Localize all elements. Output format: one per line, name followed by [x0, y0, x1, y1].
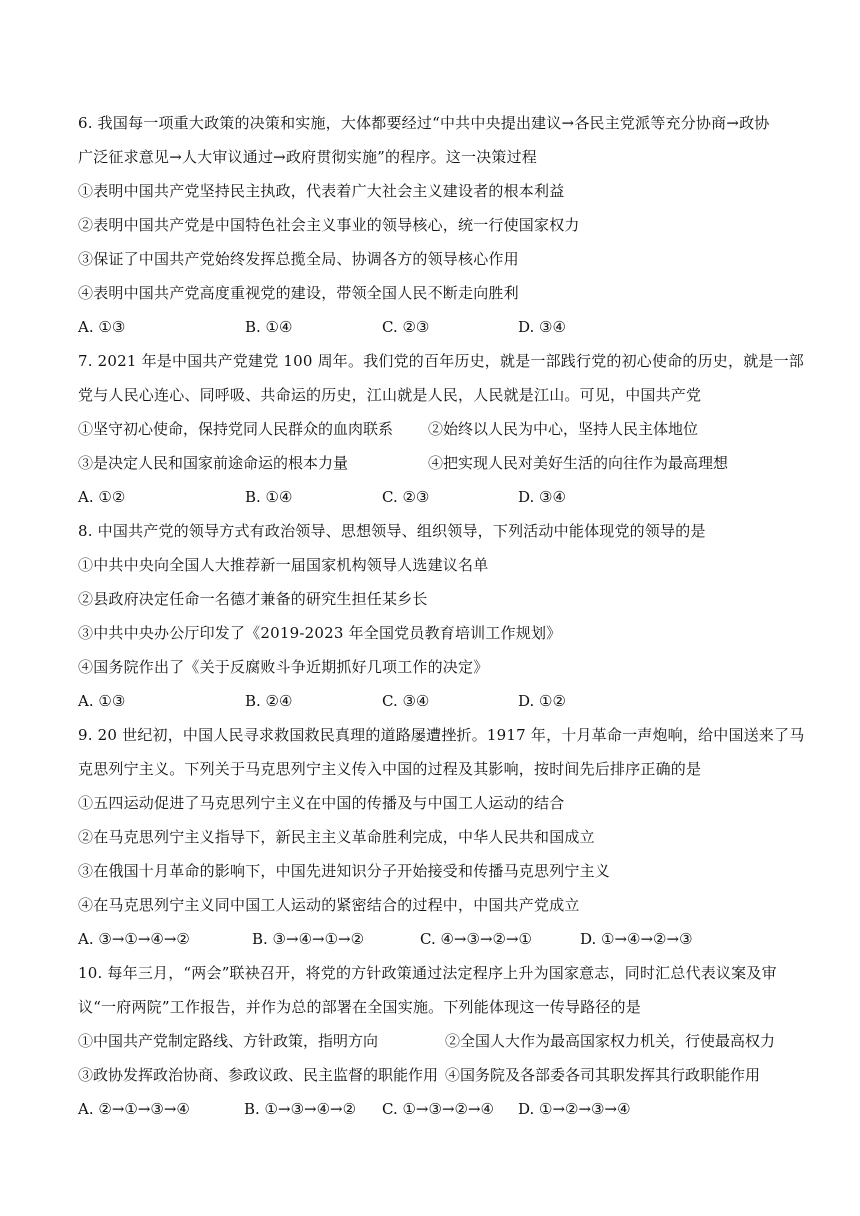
q9-stem-line-1: 9. 20 世纪初，中国人民寻求救国救民真理的道路屡遭挫折。1917 年，十月革命一声炮响，给中国送来了马	[78, 726, 805, 744]
q7-statement-2: ②始终以人民为中心，坚持人民主体地位	[428, 420, 699, 438]
q9-statement-2: ②在马克思列宁主义指导下，新民主主义革命胜利完成，中华人民共和国成立	[78, 828, 595, 846]
q8-option-a: A. ①③	[78, 692, 126, 710]
q9-statement-4: ④在马克思列宁主义同中国工人运动的紧密结合的过程中，中国共产党成立	[78, 896, 580, 914]
q8-option-b: B. ②④	[245, 692, 293, 710]
q6-option-c: C. ②③	[382, 318, 430, 336]
q9-statement-3: ③在俄国十月革命的影响下，中国先进知识分子开始接受和传播马克思列宁主义	[78, 862, 611, 880]
q6-statement-3: ③保证了中国共产党始终发挥总揽全局、协调各方的领导核心作用	[78, 250, 519, 268]
q10-option-a: A. ②→①→③→④	[78, 1100, 190, 1118]
q10-statement-1: ①中国共产党制定路线、方针政策，指明方向	[78, 1032, 379, 1050]
q8-stem-line-1: 8. 中国共产党的领导方式有政治领导、思想领导、组织领导，下列活动中能体现党的领导的是	[78, 522, 706, 540]
q8-statement-1: ①中共中央向全国人大推荐新一届国家机构领导人选建议名单	[78, 556, 489, 574]
q6-statement-2: ②表明中国共产党是中国特色社会主义事业的领导核心，统一行使国家权力	[78, 216, 580, 234]
q6-statement-4: ④表明中国共产党高度重视党的建设，带领全国人民不断走向胜利	[78, 284, 519, 302]
q6-option-a: A. ①③	[78, 318, 126, 336]
q10-option-c: C. ①→③→②→④	[382, 1100, 494, 1118]
q9-option-b: B. ③→④→①→②	[252, 930, 365, 948]
q7-stem-line-1: 7. 2021 年是中国共产党建党 100 周年。我们党的百年历史，就是一部践行党的初心使命的历史，就是一部	[78, 352, 804, 370]
q6-option-b: B. ①④	[245, 318, 293, 336]
q8-statement-2: ②县政府决定任命一名德才兼备的研究生担任某乡长	[78, 590, 428, 608]
q8-option-d: D. ①②	[518, 692, 566, 710]
q7-option-d: D. ③④	[518, 488, 566, 506]
q7-statement-1: ①坚守初心使命，保持党同人民群众的血肉联系	[78, 420, 394, 438]
q9-statement-1: ①五四运动促进了马克思列宁主义在中国的传播及与中国工人运动的结合	[78, 794, 565, 812]
q6-statement-1: ①表明中国共产党坚持民主执政，代表着广大社会主义建设者的根本利益	[78, 182, 565, 200]
q8-statement-4: ④国务院作出了《关于反腐败斗争近期抓好几项工作的决定》	[78, 658, 489, 676]
q10-option-b: B. ①→③→④→②	[244, 1100, 357, 1118]
q9-stem-line-2: 克思列宁主义。下列关于马克思列宁主义传入中国的过程及其影响，按时间先后排序正确的是	[78, 760, 702, 778]
q7-statement-3: ③是决定人民和国家前途命运的根本力量	[78, 454, 349, 472]
q8-statement-3: ③中共中央办公厅印发了《2019-2023 年全国党员教育培训工作规划》	[78, 624, 562, 642]
q10-option-d: D. ①→②→③→④	[518, 1100, 631, 1118]
q9-option-a: A. ③→①→④→②	[78, 930, 190, 948]
q7-option-b: B. ①④	[245, 488, 293, 506]
q6-stem-line-1: 6. 我国每一项重大政策的决策和实施，大体都要经过“中共中央提出建议→各民主党派等充分协商→政协	[78, 114, 770, 132]
q7-stem-line-2: 党与人民心连心、同呼吸、共命运的历史，江山就是人民，人民就是江山。可见，中国共产党	[78, 386, 702, 404]
q6-stem-line-2: 广泛征求意见→人大审议通过→政府贯彻实施”的程序。这一决策过程	[78, 148, 538, 166]
q10-stem-line-1: 10. 每年三月，“两会”联袂召开，将党的方针政策通过法定程序上升为国家意志，同时汇总代表议案及审	[78, 964, 777, 982]
q10-stem-line-2: 议“一府两院”工作报告，并作为总的部署在全国实施。下列能体现这一传导路径的是	[78, 998, 641, 1016]
q10-statement-4: ④国务院及各部委各司其职发挥其行政职能作用	[445, 1066, 761, 1084]
q7-statement-4: ④把实现人民对美好生活的向往作为最高理想	[428, 454, 729, 472]
q9-option-d: D. ①→④→②→③	[580, 930, 693, 948]
q10-statement-3: ③政协发挥政治协商、参政议政、民主监督的职能作用	[78, 1066, 439, 1084]
q10-statement-2: ②全国人大作为最高国家权力机关，行使最高权力	[445, 1032, 776, 1050]
q9-option-c: C. ④→③→②→①	[420, 930, 532, 948]
q8-option-c: C. ③④	[382, 692, 430, 710]
q6-option-d: D. ③④	[518, 318, 566, 336]
q7-option-a: A. ①②	[78, 488, 126, 506]
q7-option-c: C. ②③	[382, 488, 430, 506]
